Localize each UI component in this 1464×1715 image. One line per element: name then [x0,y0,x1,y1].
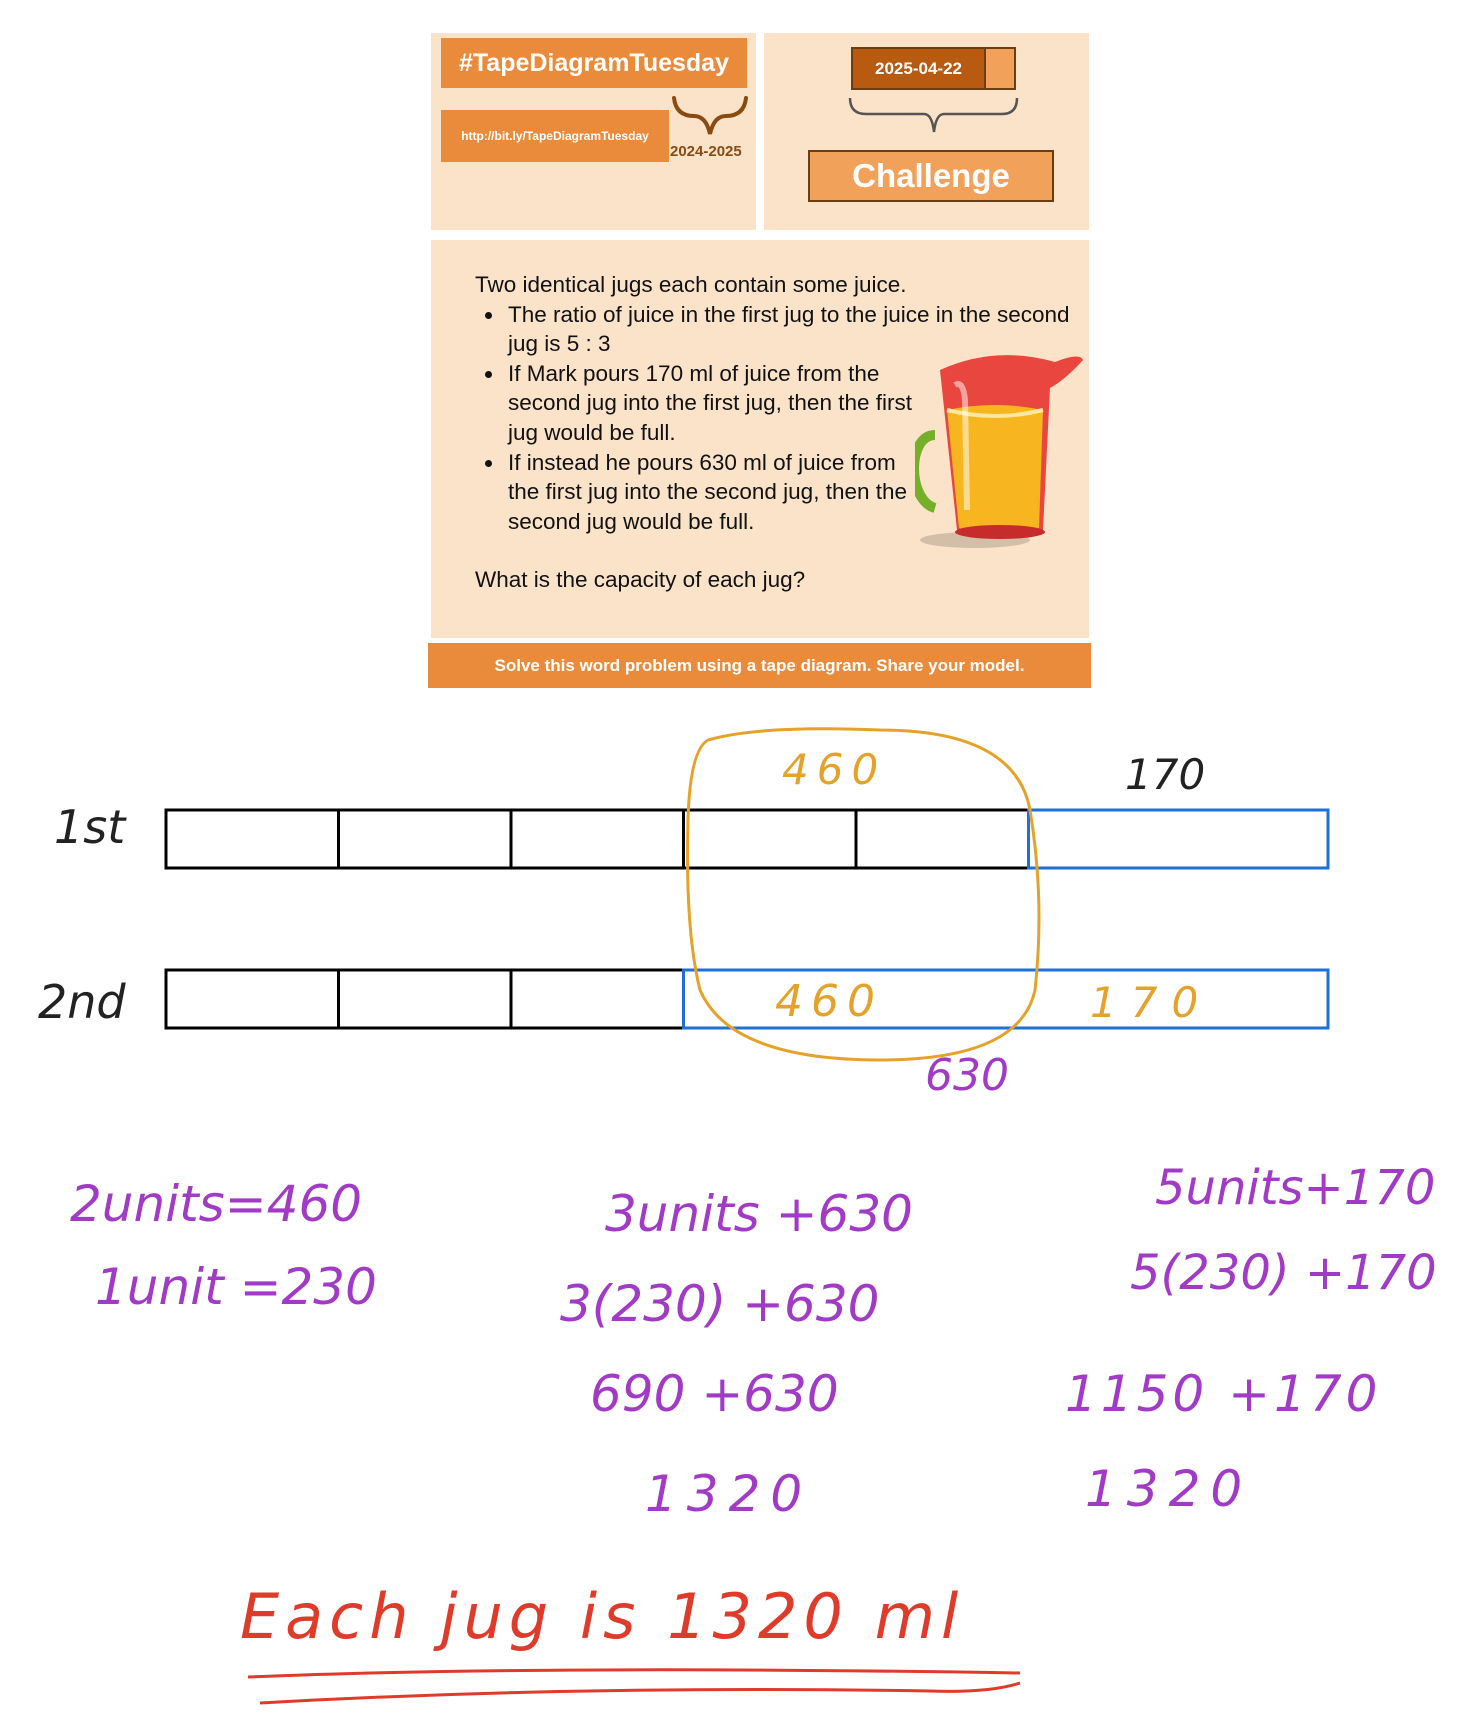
tape-extra [1029,810,1329,868]
tape-unit [511,810,684,868]
tape-unit [166,970,339,1028]
year-label: 2024-2025 [670,143,742,160]
challenge-label: Challenge [808,150,1054,202]
pour-630-label: 630 [925,1050,1009,1101]
conclusion-underline [230,1655,1030,1715]
work-right-line-4: 1320 [1085,1460,1253,1518]
work-right-line-3: 1150 +170 [1065,1365,1382,1423]
tape-unit [511,970,684,1028]
curly-brace-icon [670,94,750,138]
conclusion-text: Each jug is 1320 ml [240,1580,965,1653]
first-jug-label: 1st [54,800,126,854]
instruction-bar: Solve this word problem using a tape diagram. Share your model. [428,643,1091,688]
tape-diagram [0,700,1464,1080]
work-middle-line-4: 1320 [645,1465,813,1523]
bullet-pour-630: • If instead he pours 630 ml of juice from the first jug into the second jug, then the second jug would be full. [505,448,918,537]
work-right-line-1: 5units+170 [1155,1160,1436,1216]
top-difference-label: 460 [782,745,887,794]
problem-intro: Two identical jugs each contain some juice. [475,272,907,297]
date-label: 2025-04-22 [853,49,986,88]
work-left-line-1: 2units=460 [70,1175,363,1233]
tape-unit [339,970,512,1028]
work-middle-line-2: 3(230) +630 [560,1275,880,1333]
bullet-pour-170: • If Mark pours 170 ml of juice from the second jug into the first jug, then the first jug would be full. [505,359,918,448]
tape-unit [339,810,512,868]
juice-jug-icon [915,340,1090,550]
work-middle-line-3: 690 +630 [590,1365,839,1423]
date-tape [851,47,1016,90]
second-jug-label: 2nd [38,975,126,1029]
middle-difference-label: 460 [775,976,883,1027]
curly-brace-icon [846,94,1021,138]
question-text: What is the capacity of each jug? [475,567,806,592]
middle-extra-label: 170 [1090,978,1213,1027]
tape-unit [856,810,1029,868]
bullet-ratio: • The ratio of juice in the first jug to the juice in the second jug is 5 : 3 [505,300,1075,359]
work-right-line-2: 5(230) +170 [1130,1245,1437,1301]
tape-row-first [166,810,1328,868]
top-extra-label: 170 [1125,750,1206,799]
tape-unit [684,810,857,868]
link-label: http://bit.ly/TapeDiagramTuesday [441,110,669,162]
hashtag-title: #TapeDiagramTuesday [441,38,747,88]
work-middle-line-1: 3units +630 [605,1185,913,1243]
tape-unit [166,810,339,868]
work-left-line-2: 1unit =230 [95,1258,377,1316]
